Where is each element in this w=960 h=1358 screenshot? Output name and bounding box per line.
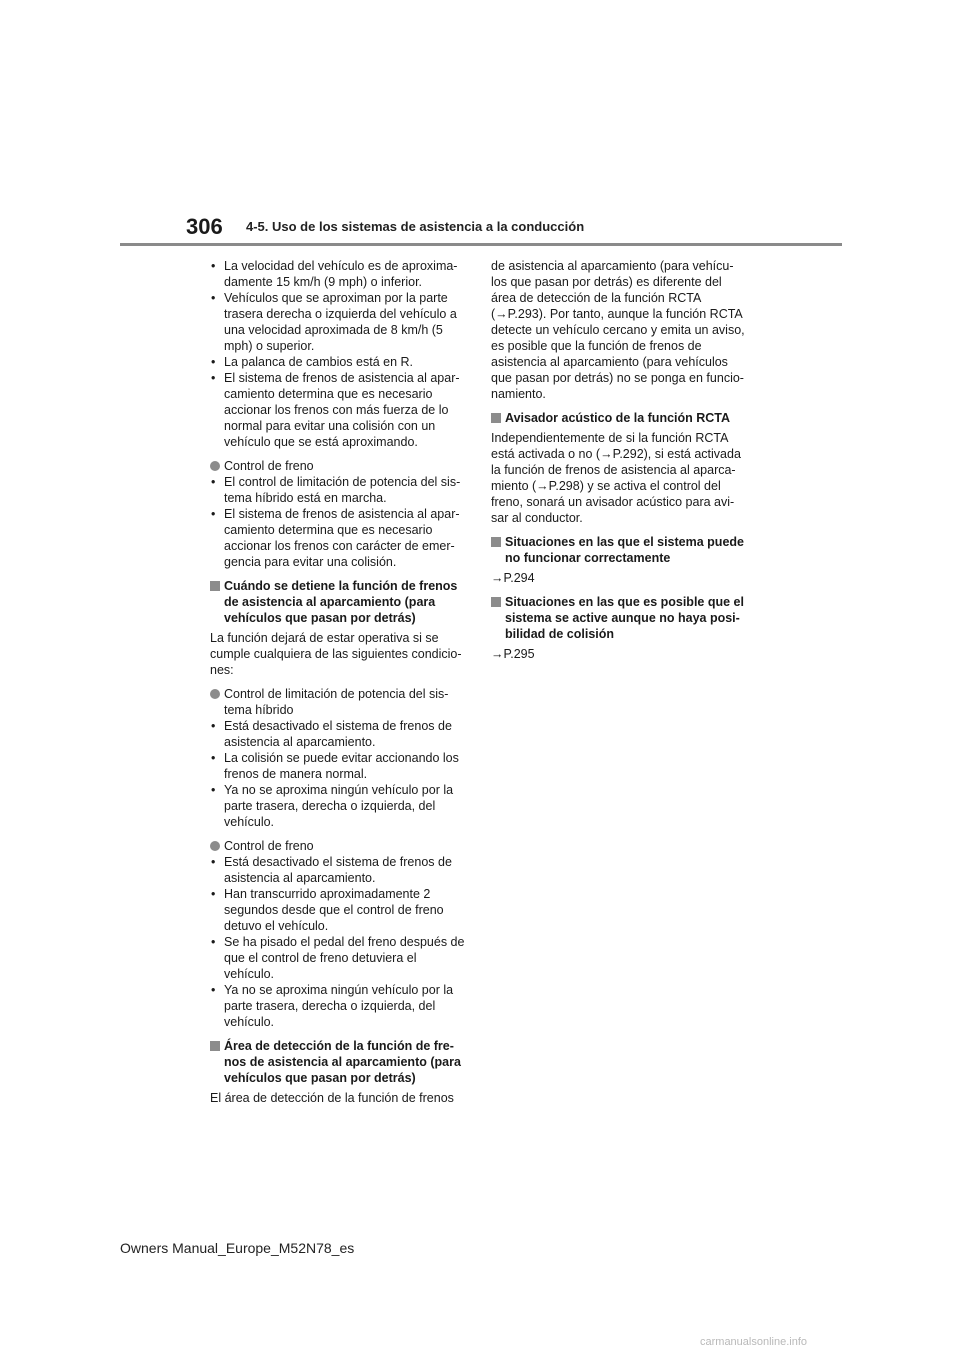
area-heading-text: Área de detección de la función de fre-nos de asistencia al aparcamiento (para vehículos que pasan por detrás) — [224, 1039, 461, 1085]
list-item: • Está desactivado el sistema de frenos de asistencia al aparcamiento. — [210, 854, 466, 886]
false-activation-ref[interactable]: →P.295 — [491, 647, 535, 661]
header-rule — [120, 243, 842, 246]
list-item: • La colisión se puede evitar accionando los frenos de manera normal. — [210, 750, 466, 782]
false-activation-heading — [491, 594, 747, 642]
malfunction-ref[interactable]: →P.294 — [491, 571, 535, 585]
brake-control-block — [210, 458, 466, 570]
area-heading — [210, 1038, 466, 1086]
false-activation-heading-text: Situaciones en las que es posible que el sistema se active aunque no haya posi-bilidad de colisión — [505, 595, 744, 641]
circle-bullet-icon — [210, 841, 220, 851]
square-bullet-icon — [491, 597, 501, 607]
malfunction-heading-text: Situaciones en las que el sistema puede no funcionar correctamente — [505, 535, 744, 565]
stop-heading-text: Cuándo se detiene la función de frenos de asistencia al aparcamiento (para vehículos que pasan por detrás) — [224, 579, 458, 625]
list-item: • Vehículos que se aproximan por la parte trasera derecha o izquierda del vehículo a una velocidad aproximada de 8 km/h (5 mph) o superior. — [210, 290, 466, 354]
left-column — [210, 258, 466, 1114]
list-item: • El sistema de frenos de asistencia al apar-camiento determina que es necesario accionar los frenos con carácter de emer-gencia para evitar una colisión. — [210, 506, 466, 570]
malfunction-heading — [491, 534, 747, 566]
right-column — [491, 258, 747, 670]
square-bullet-icon — [210, 1041, 220, 1051]
circle-bullet-icon — [210, 689, 220, 699]
buzzer-heading — [491, 410, 747, 426]
list-item: • Han transcurrido aproximadamente 2 segundos desde que el control de freno detuvo el vehículo. — [210, 886, 466, 934]
list-item: • El sistema de frenos de asistencia al apar-camiento determina que es necesario accionar los frenos con más fuerza de lo normal para evitar una colisión con un vehículo que se está aproximando. — [210, 370, 466, 450]
buzzer-heading-text: Avisador acústico de la función RCTA — [505, 411, 731, 425]
watermark: carmanualsonline.info — [700, 1336, 808, 1348]
page-number: 306 — [186, 214, 223, 239]
brake-control2-list — [210, 854, 466, 1030]
power-limit-list — [210, 718, 466, 830]
list-item: • Ya no se aproxima ningún vehículo por la parte trasera, derecha o izquierda, del vehículo. — [210, 782, 466, 830]
area-paragraph-start: El área de detección de la función de frenos — [210, 1091, 454, 1105]
brake-control2-title: Control de freno — [224, 839, 314, 853]
square-bullet-icon — [491, 537, 501, 547]
stop-paragraph: La función dejará de estar operativa si se cumple cualquiera de las siguientes condicio-nes: — [210, 631, 462, 677]
brake-control2-block — [210, 838, 466, 1030]
buzzer-paragraph: Independientemente de si la función RCTA está activada o no (→P.292), si está activada la función de frenos de asistencia al aparca-miento (→P.298) y se activa el control del freno, sonará un avisador acústico para avi-sar al conductor. — [491, 431, 741, 525]
footer-manual-name: Owners Manual_Europe_M52N78_es — [120, 1240, 355, 1256]
list-item: • Se ha pisado el pedal del freno después de que el control de freno detuviera el vehículo. — [210, 934, 466, 982]
circle-bullet-icon — [210, 461, 220, 471]
brake-control-list — [210, 474, 466, 570]
square-bullet-icon — [491, 413, 501, 423]
square-bullet-icon — [210, 581, 220, 591]
stop-heading — [210, 578, 466, 626]
condition-list — [210, 258, 466, 450]
brake-control-title: Control de freno — [224, 459, 314, 473]
list-item: • La palanca de cambios está en R. — [210, 354, 466, 370]
power-limit-block — [210, 686, 466, 830]
list-item: • Está desactivado el sistema de frenos de asistencia al aparcamiento. — [210, 718, 466, 750]
list-item: • El control de limitación de potencia del sis-tema híbrido está en marcha. — [210, 474, 466, 506]
list-item: • La velocidad del vehículo es de aproxima-damente 15 km/h (9 mph) o inferior. — [210, 258, 466, 290]
section-title: 4-5. Uso de los sistemas de asistencia a la conducción — [246, 219, 585, 234]
list-item: • Ya no se aproxima ningún vehículo por la parte trasera, derecha o izquierda, del vehículo. — [210, 982, 466, 1030]
area-paragraph-cont: de asistencia al aparcamiento (para vehícu-los que pasan por detrás) es diferente del área de detección de la función RCTA (→P.293). Por tanto, aunque la función RCTA detecte un vehículo cercano y emita un aviso, es posible que la función de frenos de asistencia al aparcamiento (para vehículos que pasan por detrás) no se ponga en funcio-namiento. — [491, 259, 745, 401]
power-limit-title: Control de limitación de potencia del sis-tema híbrido — [224, 687, 449, 717]
